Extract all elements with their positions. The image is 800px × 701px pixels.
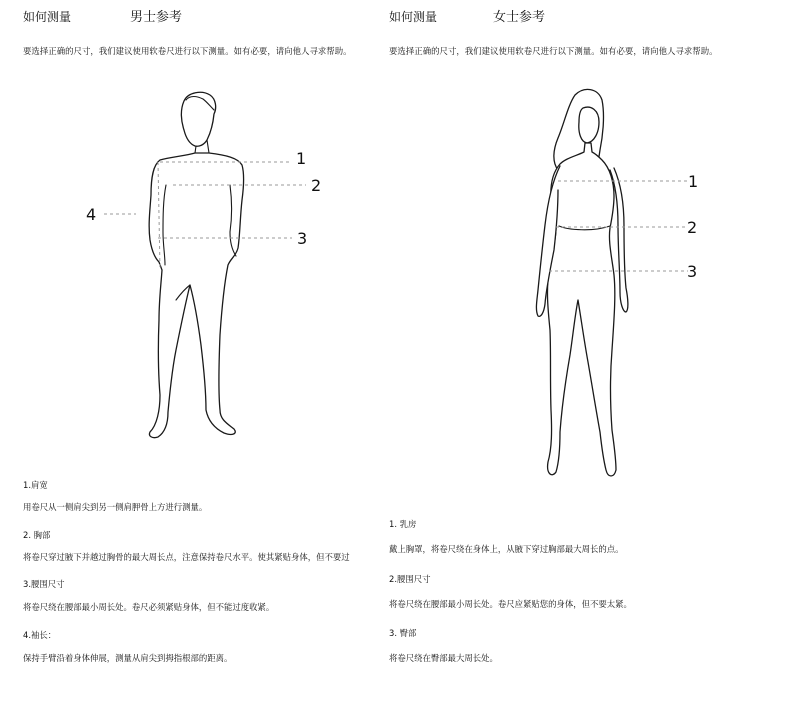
women-measure-desc-1: 戴上胸罩，将卷尺绕在身体上，从腋下穿过胸部最大周长的点。 bbox=[389, 544, 624, 554]
women-measure-title-2: 2.腰围尺寸 bbox=[389, 574, 431, 584]
women-figure-illustration bbox=[388, 0, 800, 490]
men-figure-illustration bbox=[0, 0, 392, 460]
marker-1: 1 bbox=[296, 149, 307, 168]
men-measure-desc-2: 将卷尺穿过腋下并越过胸骨的最大周长点，注意保持卷尺水平。使其紧贴身体，但不要过 bbox=[23, 552, 350, 562]
women-size-guide bbox=[388, 0, 800, 701]
women-heading: 如何测量 bbox=[389, 10, 438, 24]
marker-2: 2 bbox=[311, 176, 322, 195]
women-intro-text: 要选择正确的尺寸，我们建议使用软卷尺进行以下测量。如有必要，请向他人寻求帮助。 bbox=[389, 46, 718, 56]
women-measure-title-1: 1. 乳房 bbox=[389, 519, 417, 529]
men-size-guide bbox=[0, 0, 392, 701]
marker-1: 1 bbox=[688, 172, 699, 191]
marker-2: 2 bbox=[687, 218, 698, 237]
men-measure-title-2: 2. 胸部 bbox=[23, 530, 51, 540]
male-body-outline bbox=[149, 92, 243, 437]
men-measure-desc-3: 将卷尺绕在腰部最小周长处。卷尺必须紧贴身体，但不能过度收紧。 bbox=[23, 602, 275, 612]
women-measure-desc-3: 将卷尺绕在臀部最大周长处。 bbox=[389, 653, 498, 663]
men-measure-title-4: 4.袖长： bbox=[23, 630, 57, 640]
women-measure-desc-2: 将卷尺绕在腰部最小周长处。卷尺应紧贴您的身体，但不要太紧。 bbox=[389, 599, 632, 609]
men-heading: 如何测量 bbox=[23, 10, 72, 24]
women-measure-title-3: 3. 臀部 bbox=[389, 628, 417, 638]
men-intro-text: 要选择正确的尺寸，我们建议使用软卷尺进行以下测量。如有必要，请向他人寻求帮助。 bbox=[23, 46, 352, 56]
men-measure-desc-1: 用卷尺从一侧肩尖到另一侧肩胛骨上方进行测量。 bbox=[23, 502, 208, 512]
women-reference-title: 女士参考 bbox=[493, 10, 546, 25]
men-reference-title: 男士参考 bbox=[130, 10, 183, 25]
marker-4: 4 bbox=[86, 205, 97, 224]
marker-3: 3 bbox=[687, 262, 698, 281]
marker-3: 3 bbox=[297, 229, 308, 248]
men-measure-desc-4: 保持手臂沿着身体伸展，测量从肩尖到拇指根部的距离。 bbox=[23, 653, 233, 663]
female-body-outline bbox=[536, 89, 627, 476]
men-measure-title-1: 1.肩宽 bbox=[23, 480, 48, 490]
men-measure-title-3: 3.腰围尺寸 bbox=[23, 579, 65, 589]
